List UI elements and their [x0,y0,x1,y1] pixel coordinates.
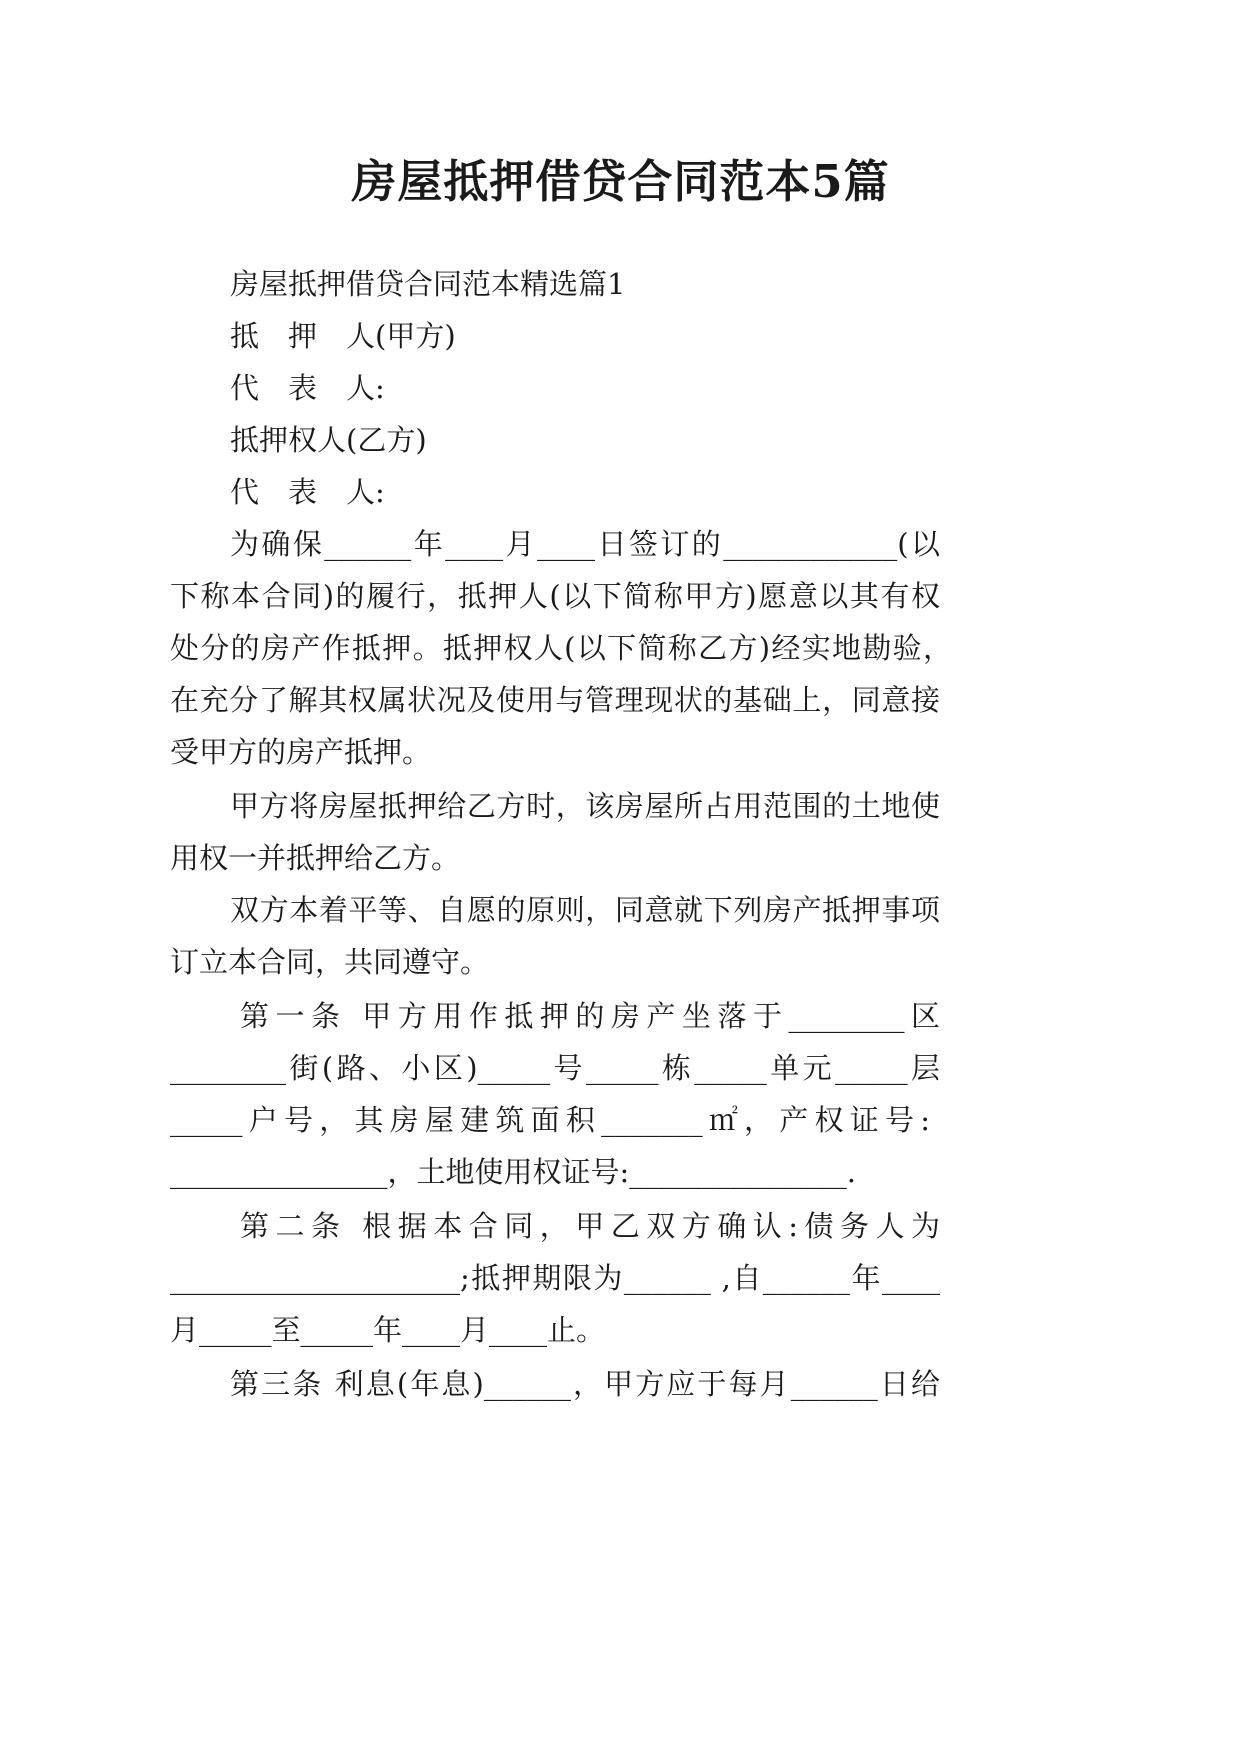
article-line: 第二条 根据本合同，甲乙双方确认:债务人为 [240,1209,940,1243]
paragraph-line: 订立本合同，共同遵守。 [170,945,490,979]
paragraph-line: 下称本合同)的履行，抵押人(以下简称甲方)愿意以其有权 [170,579,940,613]
paragraph-line: 为确保______年____月____日签订的____________(以 [230,527,940,561]
article-line: 第一条 甲方用作抵押的房产坐落于________区 [240,999,940,1033]
article-line: _____户号，其房屋建筑面积_______㎡，产权证号: [170,1103,930,1137]
paragraph-line: 双方本着平等、自愿的原则，同意就下列房产抵押事项 [230,893,940,927]
paragraph-line: 处分的房产作抵押。抵押权人(以下简称乙方)经实地勘验， [170,631,952,665]
article-line: _______________，土地使用权证号:_______________. [170,1155,856,1189]
article-line: ____________________;抵押期限为______ ,自______年____ [170,1261,940,1295]
mortgagor-label: 抵 押 人(甲方) [230,319,456,353]
paragraph-line: 受甲方的房产抵押。 [170,735,432,769]
paragraph-line: 在充分了解其权属状况及使用与管理现状的基础上，同意接 [170,683,940,717]
mortgagee-label: 抵押权人(乙方) [230,423,427,457]
document-title: 房屋抵押借贷合同范本5篇 [351,155,890,208]
article-line: 月_____至_____年____月____止。 [170,1313,606,1347]
section-heading: 房屋抵押借贷合同范本精选篇1 [230,267,626,301]
article-line: 第三条 利息(年息)______，甲方应于每月______日给 [230,1367,940,1401]
representative-label: 代 表 人: [230,371,385,405]
representative-label: 代 表 人: [230,475,385,509]
paragraph-line: 用权一并抵押给乙方。 [170,841,461,875]
article-line: ________街(路、小区)_____号_____栋_____单元_____层 [170,1051,940,1085]
paragraph-line: 甲方将房屋抵押给乙方时，该房屋所占用范围的土地使 [230,789,940,823]
